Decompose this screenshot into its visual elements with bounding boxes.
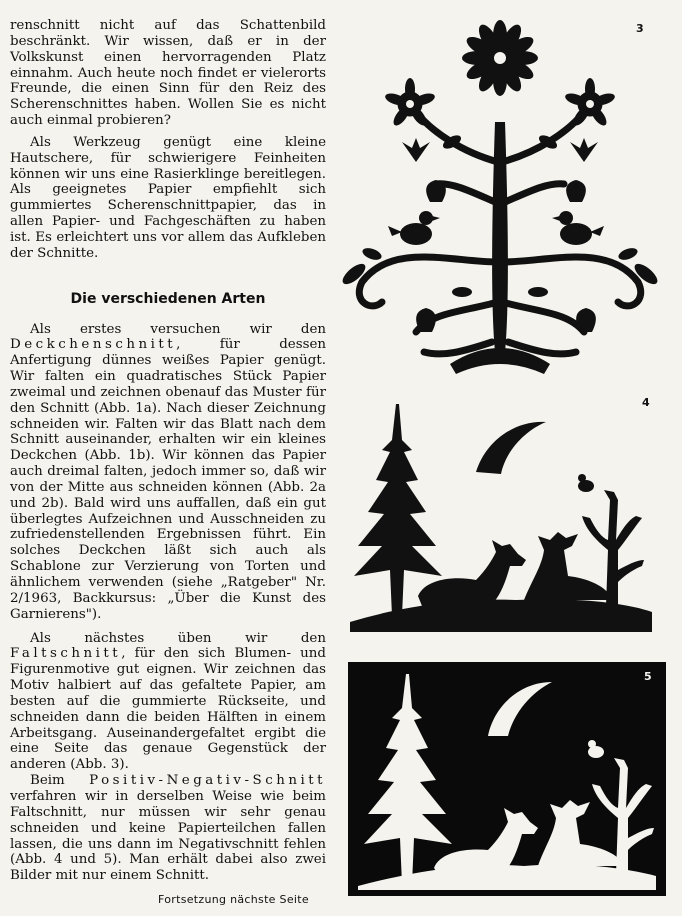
p5-lead: Beim [30, 773, 90, 789]
figure-3-fold-cut-illustration [332, 12, 668, 380]
paragraph-positiv-negativ [10, 773, 326, 884]
figure-5-number: 5 [644, 670, 652, 683]
figure-4-positive-cut-illustration [346, 400, 658, 634]
figure-4-number: 4 [642, 396, 650, 409]
p4-body: , für den sich Blumen- und Figurenmotive gut eignen. Wir zeichnen das Motiv halbiert auf das gefaltete Papier, am besten auf die gummierte Rückseite, und schneiden dann die beiden Hälften in einem Arbeitsgang. Auseinandergefaltet ergibt die eine Seite das genaue Gegenstück der anderen (Abb. 3). [10, 646, 326, 773]
article-text-column [10, 18, 326, 884]
term-deckchenschnitt: Deckchenschnitt [10, 337, 177, 353]
paragraph-deckchenschnitt [10, 322, 326, 623]
p5-body: verfahren wir in derselben Weise wie beim Faltschnitt, nur müssen wir sehr genau schneiden und keine Papierteilchen fallen lassen, die uns dann im Negativschnitt fehlen (Abb. 4 und 5). Man erhält dabei also zwei Bilder mit nur einem Schnitt. [10, 788, 326, 884]
paragraph-faltschnitt [10, 631, 326, 774]
paragraph-tools: Als Werkzeug genügt eine kleine Hautschere, für schwierigere Feinheiten können wir uns eine Rasierklinge bereitlegen. Als geeignetes Papier empfiehlt sich gummiertes Scherenschnittpapier, das in allen Papier- und Fachgeschäften zu haben ist. Es erleichtert uns vor allem das Aufkleben der Schnitte. [10, 134, 326, 261]
p4-lead: Als nächstes üben wir den [30, 630, 326, 646]
figure-3-number: 3 [636, 22, 644, 35]
term-positiv-negativ: Positiv-Negativ-Schnitt [89, 773, 326, 789]
term-faltschnitt: Faltschnitt [10, 646, 122, 662]
section-heading: Die verschiedenen Arten [70, 290, 266, 307]
continuation-note: Fortsetzung nächste Seite [158, 893, 309, 906]
p3-body: , für dessen Anfertigung dünnes weißes Papier genügt. Wir falten ein quadratisches Stück Papier zweimal und zeichnen obenauf das Muster für den Schnitt (Abb. 1a). Nach dieser Zeichnung schneiden wir. Falten wir das Blatt nach dem Schnitt auseinander, erhalten wir ein kleines Deckchen (Abb. 1b). Wir können das Papier auch dreimal falten, jedoch immer so, daß wir von der Mitte aus schneiden können (Abb. 2a und 2b). Bald wird uns auffallen, daß ein gut überlegtes Aufzeichnen und Ausschneiden zu zufriedenstellenden Ergebnissen führt. Ein solches Deckchen läßt sich auch als Schablone zur Verzierung von Torten und ähnlichem verwenden (siehe „Ratgeber" Nr. 2/1963, Backkursus: „Über die Kunst des Garnierens"). [10, 337, 326, 622]
p3-lead: Als erstes versuchen wir den [30, 321, 326, 337]
figure-5-negative-cut-illustration [348, 662, 666, 896]
paragraph-intro: renschnitt nicht auf das Schattenbild beschränkt. Wir wissen, daß er in der Volkskunst einen hervorragenden Platz einnahm. Auch heute noch findet er vielerorts Freunde, die einen Sinn für den Reiz des Scherenschnittes haben. Wollen Sie es nicht auch einmal probieren? [10, 18, 326, 129]
